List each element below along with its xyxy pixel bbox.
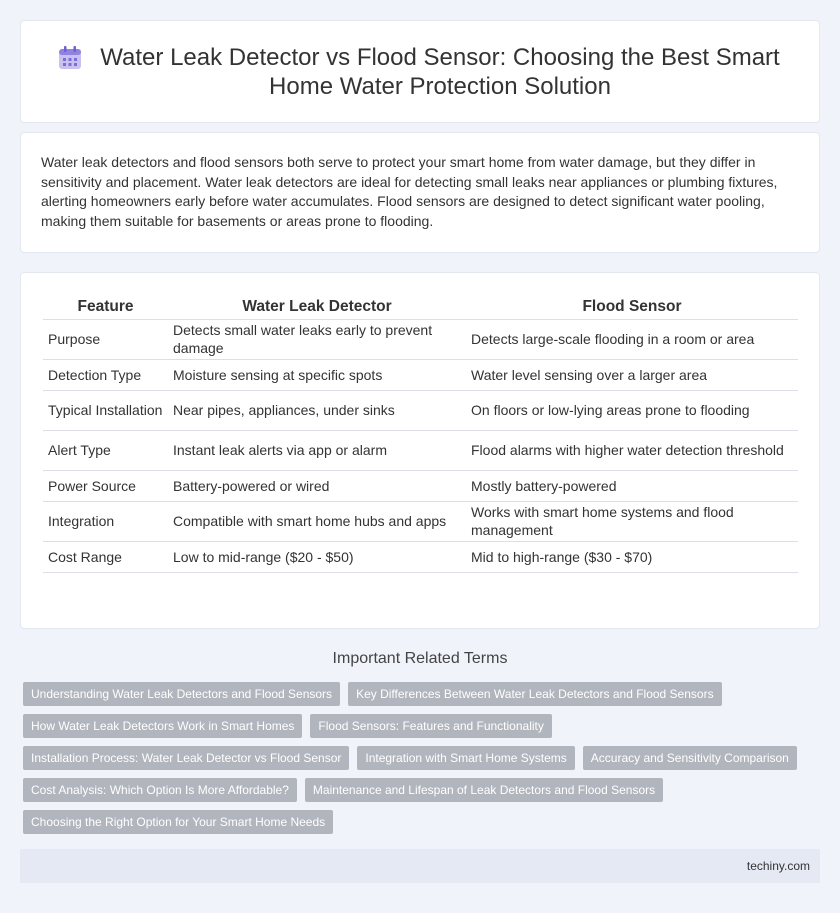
title-card	[20, 20, 820, 123]
table-cell: Battery-powered or wired	[168, 470, 466, 501]
column-header: Feature	[43, 291, 168, 319]
table-cell: Purpose	[43, 319, 168, 359]
table-row	[43, 501, 798, 541]
related-term-tag[interactable]: Understanding Water Leak Detectors and Flood Sensors	[23, 682, 340, 706]
table-cell: Mostly battery-powered	[466, 470, 798, 501]
table-row	[43, 541, 798, 572]
table-cell: Compatible with smart home hubs and apps	[168, 501, 466, 541]
table-row	[43, 359, 798, 390]
related-term-tag[interactable]: Accuracy and Sensitivity Comparison	[583, 746, 797, 770]
related-terms-list	[23, 682, 823, 842]
table-cell: Typical Installation	[43, 390, 168, 430]
related-term-tag[interactable]: Maintenance and Lifespan of Leak Detectors and Flood Sensors	[305, 778, 663, 802]
table-row	[43, 430, 798, 470]
related-term-tag[interactable]: Flood Sensors: Features and Functionality	[310, 714, 551, 738]
comparison-table	[43, 291, 798, 573]
table-cell: Integration	[43, 501, 168, 541]
table-row	[43, 319, 798, 359]
related-term-tag[interactable]: Key Differences Between Water Leak Detectors and Flood Sensors	[348, 682, 722, 706]
table-cell: Water level sensing over a larger area	[466, 359, 798, 390]
table-cell: On floors or low-lying areas prone to flooding	[466, 390, 798, 430]
table-cell: Cost Range	[43, 541, 168, 572]
related-terms-title: Important Related Terms	[332, 650, 508, 667]
table-cell: Flood alarms with higher water detection threshold	[466, 430, 798, 470]
table-cell: Works with smart home systems and flood management	[466, 501, 798, 541]
footer	[20, 849, 820, 883]
related-term-tag[interactable]: Integration with Smart Home Systems	[357, 746, 574, 770]
table-cell: Detects large-scale flooding in a room or area	[466, 319, 798, 359]
table-header-row	[43, 291, 798, 319]
site-name[interactable]: techiny.com	[746, 859, 810, 873]
table-cell: Alert Type	[43, 430, 168, 470]
table-cell: Instant leak alerts via app or alarm	[168, 430, 466, 470]
related-term-tag[interactable]: Installation Process: Water Leak Detector vs Flood Sensor	[23, 746, 349, 770]
column-header: Flood Sensor	[466, 291, 798, 319]
comparison-card	[20, 272, 820, 629]
table-cell: Low to mid-range ($20 - $50)	[168, 541, 466, 572]
table-cell: Detection Type	[43, 359, 168, 390]
table-cell: Power Source	[43, 470, 168, 501]
table-row	[43, 390, 798, 430]
calendar-icon	[55, 43, 85, 73]
table-cell: Near pipes, appliances, under sinks	[168, 390, 466, 430]
table-row	[43, 470, 798, 501]
table-cell: Moisture sensing at specific spots	[168, 359, 466, 390]
intro-text: Water leak detectors and flood sensors both serve to protect your smart home from water damage, but they differ in sensitivity and placement. Water leak detectors are ideal for detecting small leaks near appliances or plumbing fixtures, alerting homeowners early before water accumulates. Flood sensors are designed to detect significant water pooling, making them suitable for basements or areas prone to flooding.	[41, 154, 778, 229]
table-cell: Detects small water leaks early to prevent damage	[168, 319, 466, 359]
column-header: Water Leak Detector	[168, 291, 466, 319]
table-cell: Mid to high-range ($30 - $70)	[466, 541, 798, 572]
related-term-tag[interactable]: Cost Analysis: Which Option Is More Affordable?	[23, 778, 297, 802]
related-term-tag[interactable]: How Water Leak Detectors Work in Smart Homes	[23, 714, 302, 738]
related-term-tag[interactable]: Choosing the Right Option for Your Smart Home Needs	[23, 810, 333, 834]
page-title: Water Leak Detector vs Flood Sensor: Choosing the Best Smart Home Water Protection Solution	[100, 43, 780, 100]
intro-card	[20, 132, 820, 253]
